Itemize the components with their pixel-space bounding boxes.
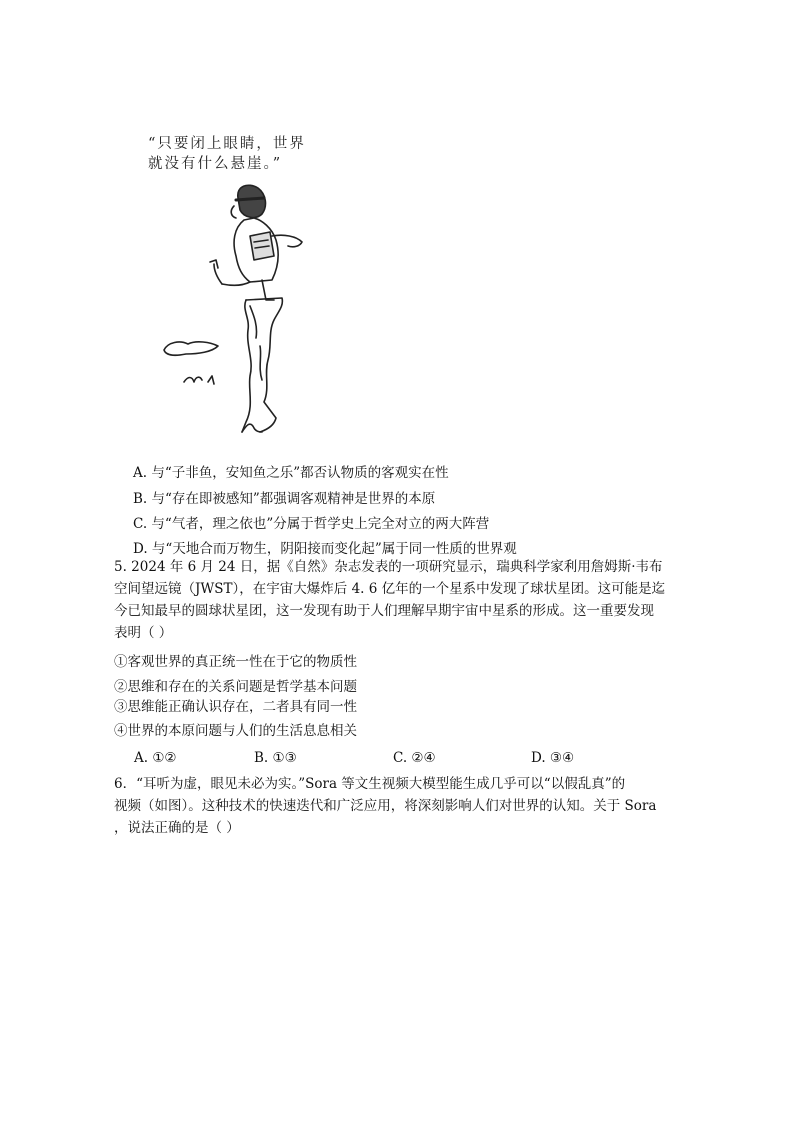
q5-statement-2: ②思维和存在的关系问题是哲学基本问题 xyxy=(114,679,357,695)
q5-choice-a: A. ①② xyxy=(134,750,177,766)
caption-line-1: “只要闭上眼睛，世界 xyxy=(148,136,306,152)
q5-choice-c: C. ②④ xyxy=(393,750,436,766)
q4-option-b: B. 与“存在即被感知”都强调客观精神是世界的本原 xyxy=(133,491,436,507)
q5-statement-1: ①客观世界的真正统一性在于它的物质性 xyxy=(114,654,357,670)
question-6-stem xyxy=(114,773,684,839)
q5-choice-d: D. ③④ xyxy=(531,750,575,766)
q5-line-4: 表明（ ） xyxy=(114,625,173,641)
cartoon-illustration xyxy=(150,176,310,442)
caption-line-2: 就没有什么悬崖。” xyxy=(148,156,283,172)
q6-line-2: 视频（如图）。这种技术的快速迭代和广泛应用，将深刻影响人们对世界的认知。关于 Sora xyxy=(114,798,657,814)
question-5-stem xyxy=(114,556,684,644)
q5-line-2: 空间望远镜（JWST），在宇宙大爆炸后 4. 6 亿年的一个星系中发现了球状星团。这可能是迄 xyxy=(114,581,666,597)
q4-option-a: A. 与“子非鱼，安知鱼之乐”都否认物质的客观实在性 xyxy=(133,465,449,481)
q5-line-3: 今已知最早的圆球状星团，这一发现有助于人们理解早期宇宙中星系的形成。这一重要发现 xyxy=(114,603,654,619)
q5-statement-3: ③思维能正确认识存在，二者具有同一性 xyxy=(114,699,357,715)
q6-line-3: ，说法正确的是（ ） xyxy=(114,820,240,836)
q6-line-1: 6．“耳听为虚，眼见未必为实。”Sora 等文生视频大模型能生成几乎可以“以假乱真”的 xyxy=(114,776,626,792)
cartoon-caption xyxy=(148,134,358,174)
q5-choice-b: B. ①③ xyxy=(254,750,297,766)
q4-option-c: C. 与“气者，理之依也”分属于哲学史上完全对立的两大阵营 xyxy=(133,516,490,532)
q5-line-1: 5. 2024 年 6 月 24 日，据《自然》杂志发表的一项研究显示，瑞典科学家利用詹姆斯·韦布 xyxy=(114,559,663,575)
q4-option-d: D. 与“天地合而万物生，阴阳接而变化起”属于同一性质的世界观 xyxy=(133,541,517,557)
q5-statement-4: ④世界的本原问题与人们的生活息息相关 xyxy=(114,723,357,739)
